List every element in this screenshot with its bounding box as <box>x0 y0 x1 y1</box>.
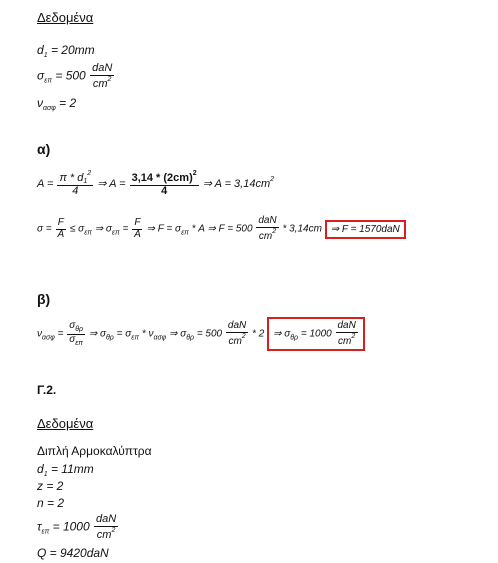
g2-n: n = 2 <box>37 496 65 510</box>
part-a-line1 <box>37 170 274 198</box>
b-unit-num: daN <box>227 320 247 331</box>
stress-le-sub: επ <box>84 229 92 237</box>
b-f1-num: σ <box>69 320 76 332</box>
b-arrow-2: ⇒ σ <box>169 328 187 340</box>
stress-unit-num: daN <box>258 215 277 226</box>
b-eq: = <box>57 328 64 340</box>
nu-value: = 2 <box>59 96 77 110</box>
b-arrow-2-sub: θρ <box>186 334 195 342</box>
b-unit-den-sup: 2 <box>241 332 246 340</box>
sigma-subscript: επ <box>44 77 53 85</box>
tau-value: = 1000 <box>52 519 90 534</box>
g2-d1-value: = 11mm <box>50 462 94 476</box>
sigma-unit-fraction <box>90 63 114 90</box>
section-g2-label: Γ.2. <box>37 383 57 397</box>
given-nu <box>37 96 76 112</box>
b-arrow-1-sub: θρ <box>106 334 114 342</box>
stress-f2-num: F <box>134 217 141 228</box>
b-res-num: daN <box>337 320 356 331</box>
stress-arrow-2: ⇒ F = σ <box>146 223 182 235</box>
b-nu: ν <box>37 328 42 340</box>
b-res-den-sup: 2 <box>351 332 356 340</box>
area-f2-num: 3,14 * (2cm) <box>131 172 193 185</box>
area-f2-den: 4 <box>161 184 168 197</box>
d1-value: = 20mm <box>50 43 95 57</box>
sigma-unit-den: cm <box>92 77 108 90</box>
part-a-line2 <box>37 216 406 242</box>
b-f1-den-sub: επ <box>75 339 83 347</box>
given-title: Δεδομένα <box>37 10 94 25</box>
b-val: = 500 <box>196 328 223 340</box>
area-f1-num-sup: 2 <box>87 170 92 177</box>
d1-symbol: d <box>37 43 44 57</box>
b-unit-den: cm <box>228 335 242 347</box>
g2-d1-symbol: d <box>37 462 44 476</box>
stress-unit-den-sup: 2 <box>272 227 277 235</box>
area-f1-num-sub: 1 <box>83 178 88 185</box>
stress-arrow-1: ⇒ σ <box>94 223 112 235</box>
tau-unit-den: cm <box>96 528 112 541</box>
given-d1 <box>37 43 95 59</box>
stress-f1-num: F <box>57 217 64 228</box>
b-star: * ν <box>141 328 154 340</box>
b-nu-sub: ασφ <box>42 334 55 342</box>
b-tail: * 2 <box>252 328 265 340</box>
b-f1-num-sub: θρ <box>75 326 84 334</box>
area-arrow-2: ⇒ A = 3,14cm <box>202 177 271 190</box>
g2-given-title: Δεδομένα <box>37 416 94 431</box>
force-result-box: ⇒ F = 1570daN <box>325 220 406 239</box>
tau-unit-fraction <box>94 514 118 541</box>
b-res-sub: θρ <box>290 334 299 342</box>
stress-unit-fraction <box>256 216 278 242</box>
b-f1-den: σ <box>69 333 76 345</box>
stress-f1-den: A <box>57 228 65 240</box>
nu-symbol: ν <box>37 96 43 110</box>
g2-d1-sub: 1 <box>43 471 48 478</box>
stress-f2-den: A <box>134 228 141 240</box>
stress-arrow-1-sub: επ <box>111 229 120 237</box>
g2-d1 <box>37 462 94 478</box>
part-b-line <box>37 317 365 351</box>
area-fraction-2 <box>130 170 199 197</box>
b-res-val: = 1000 <box>300 328 332 340</box>
part-b-label: β) <box>37 291 51 307</box>
stress-unit-den: cm <box>258 230 273 242</box>
tau-sub: επ <box>41 528 50 536</box>
stress-arrow-2-sub: επ <box>181 229 189 237</box>
sigma-result-box <box>267 317 365 351</box>
b-res-unit-fraction <box>336 321 358 347</box>
area-result-sup: 2 <box>270 175 275 183</box>
stress-mid: * A ⇒ F = 500 <box>191 223 253 235</box>
d1-subscript: 1 <box>43 52 48 59</box>
b-arrow-1: ⇒ σ <box>88 328 106 340</box>
sigma-symbol: σ <box>37 68 45 83</box>
tau-unit-num: daN <box>96 513 117 525</box>
area-f1-den: 4 <box>72 185 79 198</box>
area-fraction-1 <box>57 170 93 198</box>
stress-fraction-1 <box>55 218 66 240</box>
area-lhs: A = <box>37 177 54 190</box>
stress-fraction-2 <box>132 218 143 240</box>
area-f1-num: π * d <box>59 172 84 184</box>
b-res-arrow: ⇒ σ <box>273 328 291 340</box>
b-unit-fraction <box>226 321 248 347</box>
g2-subtitle: Διπλή Αρμοκαλύπτρα <box>37 444 152 458</box>
area-f2-num-sup: 2 <box>192 170 197 178</box>
g2-z: z = 2 <box>37 479 64 493</box>
stress-tail: * 3,14cm <box>282 223 322 235</box>
sigma-value: = 500 <box>55 68 86 83</box>
stress-lhs: σ = <box>37 223 52 235</box>
sigma-unit-num: daN <box>92 62 113 74</box>
b-eq-2: = σ <box>116 328 132 340</box>
b-star-sub: ασφ <box>153 334 167 342</box>
b-res-den: cm <box>338 335 352 347</box>
nu-subscript: ασφ <box>43 105 56 112</box>
b-eq-2-sub: επ <box>131 334 140 342</box>
part-a-label: α) <box>37 141 51 157</box>
sigma-unit-den-sup: 2 <box>107 75 112 83</box>
stress-eq: = <box>122 223 129 235</box>
given-sigma <box>37 63 115 90</box>
stress-le: ≤ σ <box>69 223 85 235</box>
area-arrow-1: ⇒ A = <box>97 177 126 190</box>
tau-symbol: τ <box>37 519 42 534</box>
g2-Q: Q = 9420daN <box>37 546 109 560</box>
tau-unit-den-sup: 2 <box>111 526 116 534</box>
g2-tau <box>37 514 119 541</box>
b-fraction-1 <box>67 321 85 347</box>
